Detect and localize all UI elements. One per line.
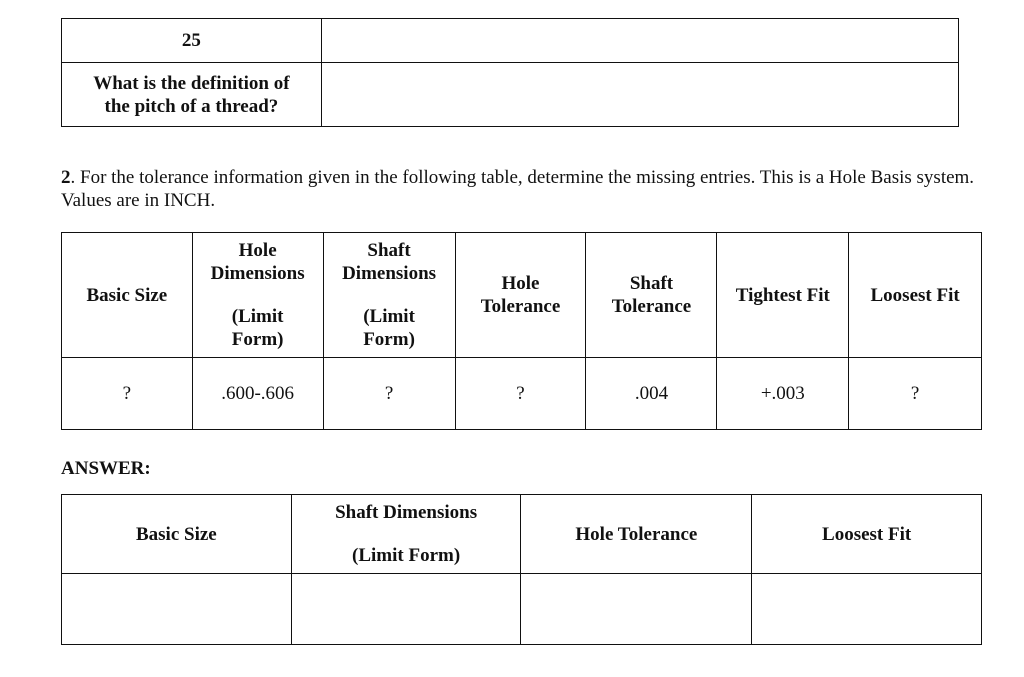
- question-number: 25: [62, 19, 322, 63]
- header-hole-dimensions-label: Hole Dimensions: [210, 240, 305, 284]
- answer-header-shaft-limit-form: (Limit Form): [352, 545, 461, 566]
- value-tightest-fit: +.003: [717, 358, 849, 430]
- tolerance-table: [61, 232, 982, 430]
- answer-cell-hole-tolerance[interactable]: [521, 574, 752, 645]
- answer-table: [61, 494, 982, 645]
- value-basic-size: ?: [62, 358, 193, 430]
- header-basic-size: Basic Size: [62, 233, 193, 358]
- question-text: What is the definition of the pitch of a thread?: [62, 63, 322, 127]
- value-hole-tolerance: ?: [455, 358, 586, 430]
- value-shaft-dimensions: ?: [323, 358, 455, 430]
- answer-label: ANSWER:: [61, 458, 151, 479]
- problem-number: 2: [61, 167, 71, 188]
- value-loosest-fit: ?: [849, 358, 982, 430]
- problem-statement: [61, 166, 991, 212]
- header-shaft-tolerance: Shaft Tolerance: [586, 233, 717, 358]
- question-table: [61, 18, 959, 127]
- answer-header-shaft-dimensions-label: Shaft Dimensions: [335, 502, 478, 523]
- problem-text: . For the tolerance information given in the following table, determine the missing entries. This is a Hole Basis system. Values are in INCH.: [61, 167, 975, 211]
- value-hole-dimensions: .600-.606: [192, 358, 323, 430]
- answer-cell-shaft-dimensions[interactable]: [291, 574, 521, 645]
- header-shaft-dimensions-label: Shaft Dimensions: [342, 240, 437, 284]
- answer-header-shaft-dimensions: [291, 495, 521, 574]
- question-answer-cell[interactable]: [321, 63, 958, 127]
- answer-cell-basic-size[interactable]: [62, 574, 292, 645]
- header-hole-tolerance: Hole Tolerance: [455, 233, 586, 358]
- header-shaft-dimensions: [323, 233, 455, 358]
- answer-header-loosest-fit: Loosest Fit: [752, 495, 982, 574]
- answer-header-basic-size: Basic Size: [62, 495, 292, 574]
- header-hole-dimensions: [192, 233, 323, 358]
- value-shaft-tolerance: .004: [586, 358, 717, 430]
- answer-cell-loosest-fit[interactable]: [752, 574, 982, 645]
- header-tightest-fit: Tightest Fit: [717, 233, 849, 358]
- header-loosest-fit: Loosest Fit: [849, 233, 982, 358]
- answer-header-hole-tolerance: Hole Tolerance: [521, 495, 752, 574]
- question-number-answer-cell[interactable]: [321, 19, 958, 63]
- header-hole-limit-form: (Limit Form): [231, 306, 284, 350]
- header-shaft-limit-form: (Limit Form): [363, 306, 415, 350]
